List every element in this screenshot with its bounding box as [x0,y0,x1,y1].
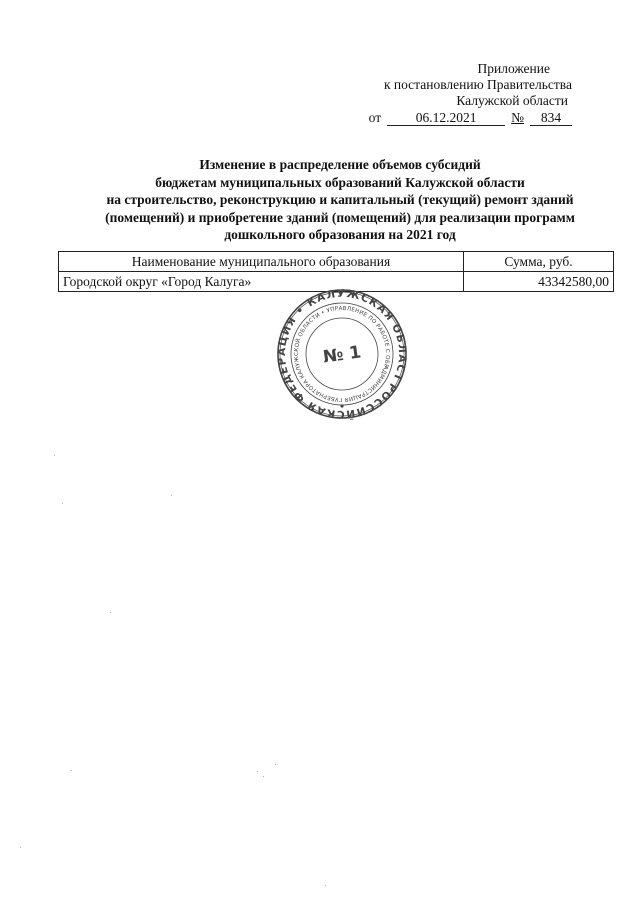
title-line: бюджетам муниципальных образований Калужской области [155,174,525,190]
resolution-date: 06.12.2021 [387,110,505,126]
seal-inner-text: АДМИНИСТРАЦИЯ ГУБЕРНАТОРА КАЛУЖСКОЙ ОБЛАСТИ • УПРАВЛЕНИЕ ПО РАБОТЕ С ОБРАЩЕНИЯМИ [293,305,391,403]
scan-speck [20,847,21,848]
document-title [60,156,620,244]
scan-speck [257,771,258,772]
title-line: дошкольного образования на 2021 год [224,227,456,242]
from-label: от [368,110,382,125]
resolution-number: 834 [530,110,572,126]
table-header-row [59,252,614,272]
document-reference [332,110,572,126]
appendix-header [332,61,572,126]
subsidy-amount: 43342580,00 [464,272,614,292]
column-header-name: Наименование муниципального образования [59,252,464,272]
number-sign: № [511,110,524,125]
seal-icon [276,288,408,420]
scan-speck [263,776,264,777]
title-line: на строительство, реконструкцию и капитальный (текущий) ремонт зданий [106,192,574,207]
scan-speck [325,885,326,886]
scan-speck [171,495,172,496]
scan-speck [54,455,55,456]
scan-speck [62,503,63,504]
subsidy-table [58,251,614,292]
scan-speck [275,764,276,765]
column-header-sum: Сумма, руб. [464,252,614,272]
title-line: (помещений) и приобретение зданий (помещений) для реализации программ [105,209,575,225]
official-seal [276,288,408,420]
title-line: Изменение в распределение объемов субсидий [199,157,481,172]
municipality-name: Городской округ «Город Калуга» [59,272,464,292]
seal-number: № 1 [321,342,363,368]
scan-speck [71,770,72,771]
seal-outer-text: РОССИЙСКАЯ ФЕДЕРАЦИЯ • КАЛУЖСКАЯ ОБЛАСТЬ [276,288,408,420]
appendix-resolution: к постановлению Правительства [383,77,572,92]
scan-speck [110,612,111,613]
appendix-region: Калужской области [456,93,568,108]
appendix-label: Приложение [477,61,550,76]
